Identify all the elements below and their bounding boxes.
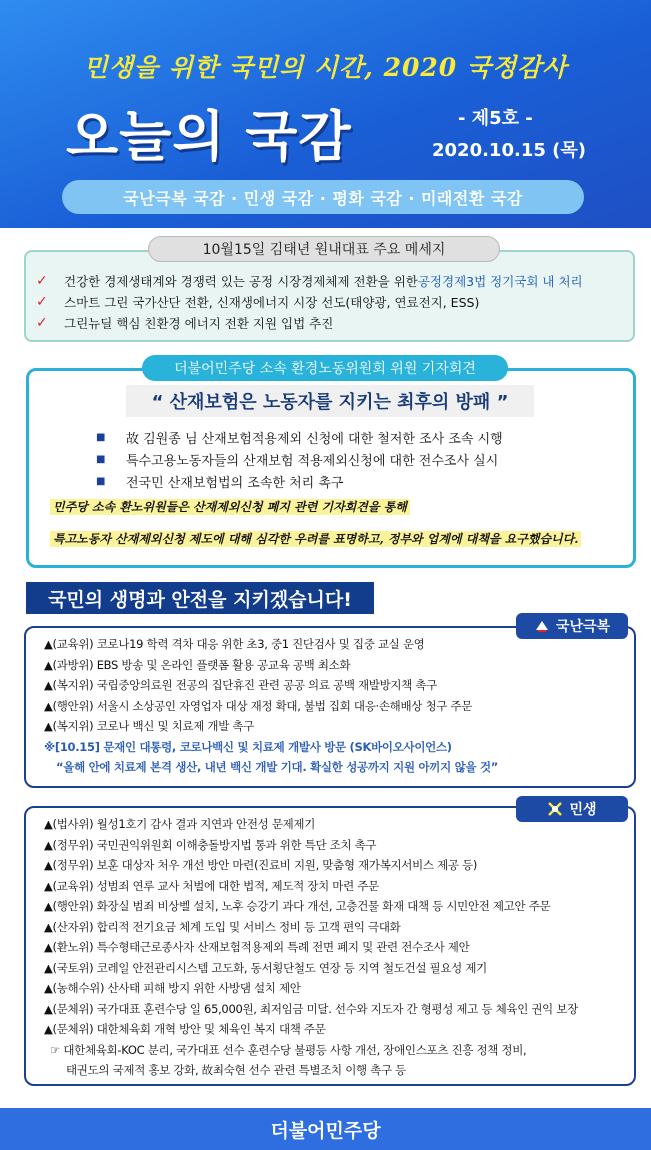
list-item: ▲(과방위) EBS 방송 및 온라인 플랫폼 활용 공교육 공백 최소화	[44, 657, 351, 672]
list-item: ▲(산자위) 합리적 전기요금 체계 도입 및 서비스 정비 등 고객 편익 극대화	[44, 919, 401, 934]
section-crisis-list	[44, 634, 498, 778]
message-item	[36, 312, 632, 333]
issue-date: 2020.10.15 (목)	[432, 140, 586, 161]
message-item	[36, 270, 632, 291]
list-quote: “올해 안에 치료제 본격 생산, 내년 백신 개발 기대. 확실한 성공까지 지원 아끼지 않을 것”	[56, 760, 499, 775]
list-subitem: 태권도의 국제적 홍보 강화, 故최숙현 선수 관련 특별조치 이행 촉구 등	[66, 1063, 406, 1078]
party-footer: 더불어민주당	[0, 1108, 651, 1150]
list-item: ▲(복지위) 코로나 백신 및 치료제 개발 촉구	[44, 719, 254, 734]
list-item: ▲(복지위) 국립중앙의료원 전공의 집단휴진 관련 공공 의료 공백 재발방지책 촉구	[44, 678, 438, 693]
list-subitem: ☞ 대한체육회-KOC 분리, 국가대표 선수 훈련수당 불평등 사항 개선, 장애인스포츠 진흥 정책 정비,	[50, 1042, 527, 1057]
list-item: ▲(문체위) 대한체육회 개혁 방안 및 체육인 복지 대책 주문	[44, 1022, 326, 1037]
message-label: 10월15일 김태년 원내대표 주요 메세지	[148, 236, 500, 262]
section-livelihood-list	[44, 814, 578, 1081]
header-banner	[0, 0, 651, 228]
check-icon: ✓	[36, 293, 48, 310]
press-list	[96, 426, 503, 492]
list-item: ▲(행안위) 서울시 소상공인 자영업자 대상 재정 확대, 불법 집회 대응·손해배상 청구 주문	[44, 698, 473, 713]
message-list	[36, 270, 632, 333]
press-item: ■ 故 김원종 님 산재보험적용제외 신청에 대한 철저한 조사 조속 시행	[96, 431, 503, 447]
list-item: ▲(교육위) 코로나19 학력 격차 대응 위한 초3, 중1 진단검사 및 집중 교실 운영	[44, 637, 425, 652]
issue-number: - 제5호 -	[458, 108, 533, 129]
message-highlight: 공정경제3법 정기국회 내 처리	[417, 273, 583, 289]
list-item: ▲(농해수위) 산사태 피해 방지 위한 사방댐 설치 제안	[44, 981, 301, 996]
check-icon: ✓	[36, 314, 48, 331]
message-text: 건강한 경제생태계와 경쟁력 있는 공정 시장경제체제 전환을 위한	[64, 273, 418, 289]
safety-banner: 국민의 생명과 안전을 지키겠습니다!	[26, 582, 374, 614]
list-item: ▲(교육위) 성범죄 연루 교사 처벌에 대한 법적, 제도적 장치 마련 주문	[44, 878, 379, 893]
square-bullet-icon: ■	[96, 475, 106, 487]
message-text: 스마트 그린 국가산단 전환, 신재생에너지 시장 선도(태양광, 연료전지, ESS)	[64, 294, 480, 310]
press-note-2: 특고노동자 산재제외신청 제도에 대해 심각한 우려를 표명하고, 정부와 업계에 대책을 요구했습니다.	[50, 530, 581, 547]
list-note: ※[10.15] 문재인 대통령, 코로나백신 및 치료제 개발사 방문 (SK바이오사이언스)	[44, 739, 452, 754]
section-livelihood-tag: 민생	[516, 796, 628, 822]
press-item: ■ 전국민 산재보험법의 조속한 처리 촉구	[96, 475, 344, 491]
square-bullet-icon: ■	[96, 431, 106, 443]
press-item: ■ 특수고용노동자들의 산재보험 적용제외신청에 대한 전수조사 실시	[96, 453, 499, 469]
list-item: ▲(국토위) 코레일 안전관리시스템 고도화, 동서횡단철도 연장 등 지역 철도건설 필요성 제기	[44, 960, 487, 975]
list-item: ▲(정무위) 보훈 대상자 처우 개선 방안 마련(진료비 지원, 맞춤형 재가복지서비스 제공 등)	[44, 858, 478, 873]
press-note-1: 민주당 소속 환노위원들은 산재제외신청 폐지 관련 기자회견을 통해	[50, 498, 410, 515]
square-bullet-icon: ■	[96, 453, 106, 465]
page-title: 오늘의 국감	[66, 105, 352, 168]
press-label: 더불어민주당 소속 환경노동위원회 위원 기자회견	[142, 355, 508, 381]
theme-pill: 국난극복 국감 · 민생 국감 · 평화 국감 · 미래전환 국감	[62, 180, 584, 214]
crisis-icon	[534, 618, 550, 634]
press-quote: “ 산재보험은 노동자를 지키는 최후의 방패 ”	[126, 385, 534, 417]
list-item: ▲(환노위) 특수형태근로종사자 산재보험적용제외 특례 전면 폐지 및 관련 전수조사 제안	[44, 940, 470, 955]
header-slogan: 민생을 위한 국민의 시간, 2020 국정감사	[83, 53, 568, 82]
list-item: ▲(법사위) 월성1호기 감사 결과 지연과 안전성 문제제기	[44, 817, 316, 832]
list-item: ▲(정무위) 국민권익위원회 이해충돌방지법 통과 위한 특단 조치 촉구	[44, 837, 377, 852]
section-crisis-tag: 국난극복	[516, 613, 628, 639]
check-icon: ✓	[36, 272, 48, 289]
list-item: ▲(행안위) 화장실 범죄 비상벨 설치, 노후 승강기 과다 개선, 고층건물 화재 대책 등 시민안전 제고안 주문	[44, 899, 551, 914]
list-item: ▲(문체위) 국가대표 훈련수당 일 65,000원, 최저임금 미달. 선수와 지도자 간 형평성 제고 등 체육인 권익 보장	[44, 1001, 578, 1016]
message-item	[36, 291, 632, 312]
message-text: 그린뉴딜 핵심 친환경 에너지 전환 지원 입법 추진	[64, 315, 334, 331]
